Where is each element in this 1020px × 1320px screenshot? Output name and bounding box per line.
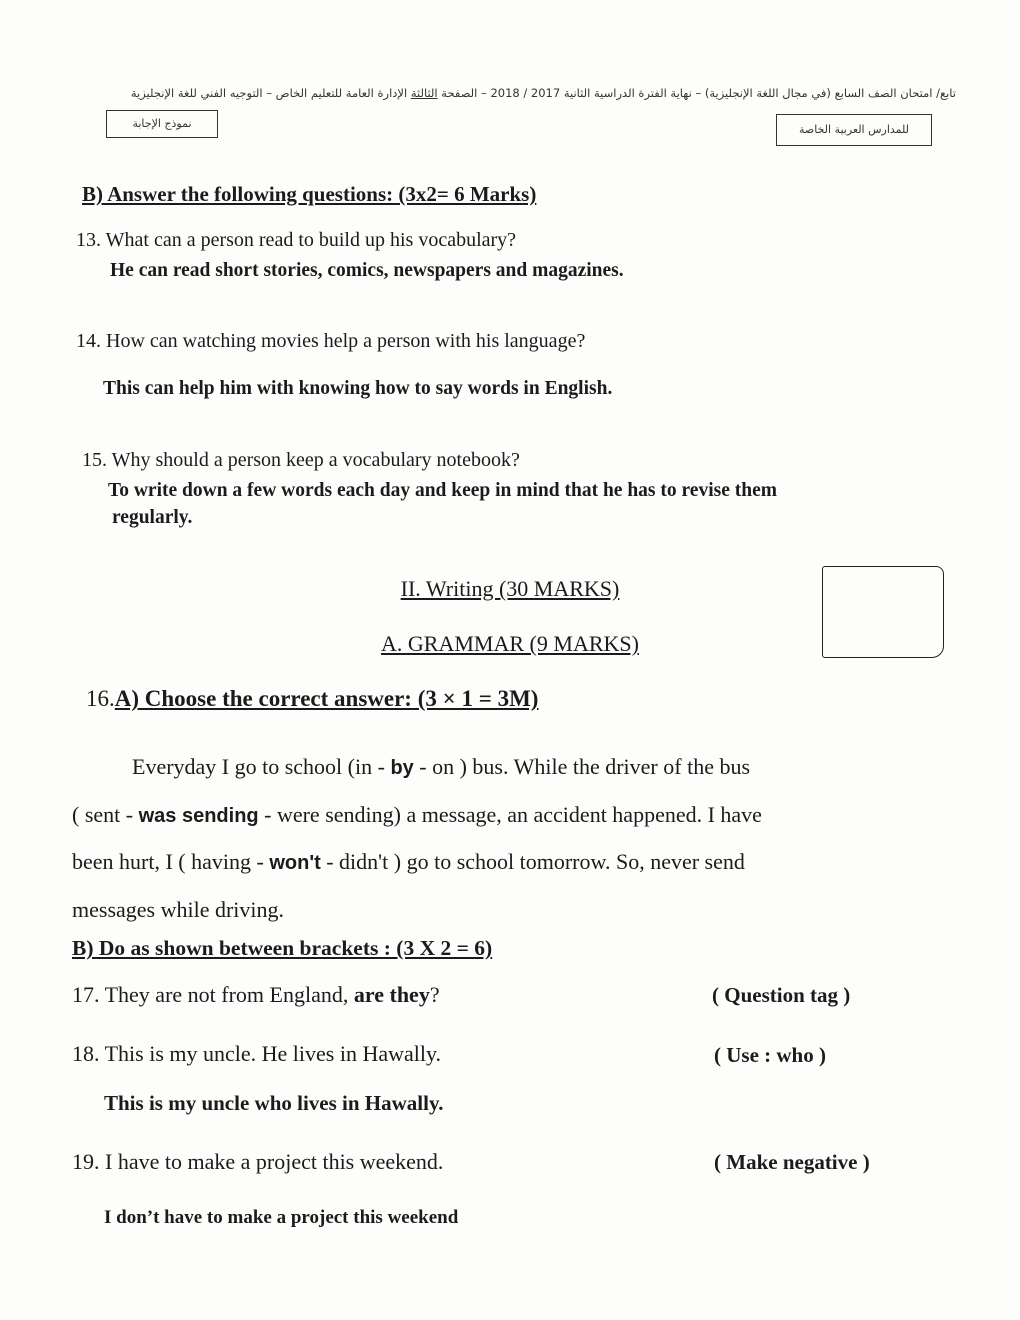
school-type-label-box: للمدارس العربية الخاصة bbox=[776, 114, 932, 146]
score-box bbox=[822, 566, 944, 658]
question-15: 15. Why should a person keep a vocabulary notebook? bbox=[82, 449, 520, 471]
answer-19: I don’t have to make a project this weekend bbox=[104, 1207, 459, 1228]
question-16-heading: 16.A) Choose the correct answer: (3 × 1 = 3M) bbox=[86, 686, 539, 711]
answer-14: This can help him with knowing how to say words in English. bbox=[103, 378, 613, 399]
paragraph-line-3: been hurt, I ( having - won't - didn't ) go to school tomorrow. So, never send bbox=[72, 849, 745, 874]
section-b2-heading: B) Do as shown between brackets : (3 X 2 = 6) bbox=[72, 936, 493, 960]
correct-choice-2: was sending bbox=[138, 804, 259, 827]
answer-15-line-2: regularly. bbox=[112, 507, 193, 528]
writing-heading: II. Writing (30 MARKS) bbox=[400, 576, 620, 601]
correct-choice-3: won't bbox=[269, 852, 321, 874]
section-b-heading: B) Answer the following questions: (3x2= 6 Marks) bbox=[82, 182, 537, 206]
answer-13: He can read short stories, comics, newspapers and magazines. bbox=[110, 260, 624, 281]
paragraph-line-1: Everyday I go to school (in - by - on ) bus. While the driver of the bus bbox=[132, 754, 751, 779]
question-17: 17. They are not from England, are they? bbox=[72, 982, 440, 1007]
grammar-heading: A. GRAMMAR (9 MARKS) bbox=[381, 631, 639, 656]
bracket-17: ( Question tag ) bbox=[712, 983, 851, 1007]
exam-header-line: تابع/ امتحان الصف السابع (في مجال اللغة الإنجليزية) – نهاية الفترة الدراسية الثانية 2017 / 2018 – الصفحة الثالثة الإدارة العامة للتعليم الخاص – التوجيه الفني للغة الإنجليزية bbox=[130, 86, 956, 100]
choose-paragraph bbox=[72, 744, 932, 932]
question-18: 18. This is my uncle. He lives in Hawally. bbox=[72, 1041, 442, 1066]
bracket-18: ( Use : who ) bbox=[714, 1043, 826, 1067]
question-13: 13. What can a person read to build up his vocabulary? bbox=[76, 229, 517, 251]
bracket-19: ( Make negative ) bbox=[714, 1150, 870, 1174]
paragraph-line-4: messages while driving. bbox=[72, 896, 285, 922]
answer-15-line-1: To write down a few words each day and keep in mind that he has to revise them bbox=[108, 480, 777, 501]
paragraph-line-2: ( sent - was sending - were sending) a message, an accident happened. I have bbox=[72, 801, 762, 827]
question-19: 19. I have to make a project this weekend. bbox=[72, 1149, 444, 1174]
answer-17: are they bbox=[353, 982, 430, 1007]
question-14: 14. How can watching movies help a person with his language? bbox=[76, 330, 586, 352]
answer-18: This is my uncle who lives in Hawally. bbox=[104, 1091, 444, 1115]
answer-key-label-box: نموذج الإجابة bbox=[106, 110, 218, 138]
correct-choice-1: by bbox=[390, 757, 414, 779]
